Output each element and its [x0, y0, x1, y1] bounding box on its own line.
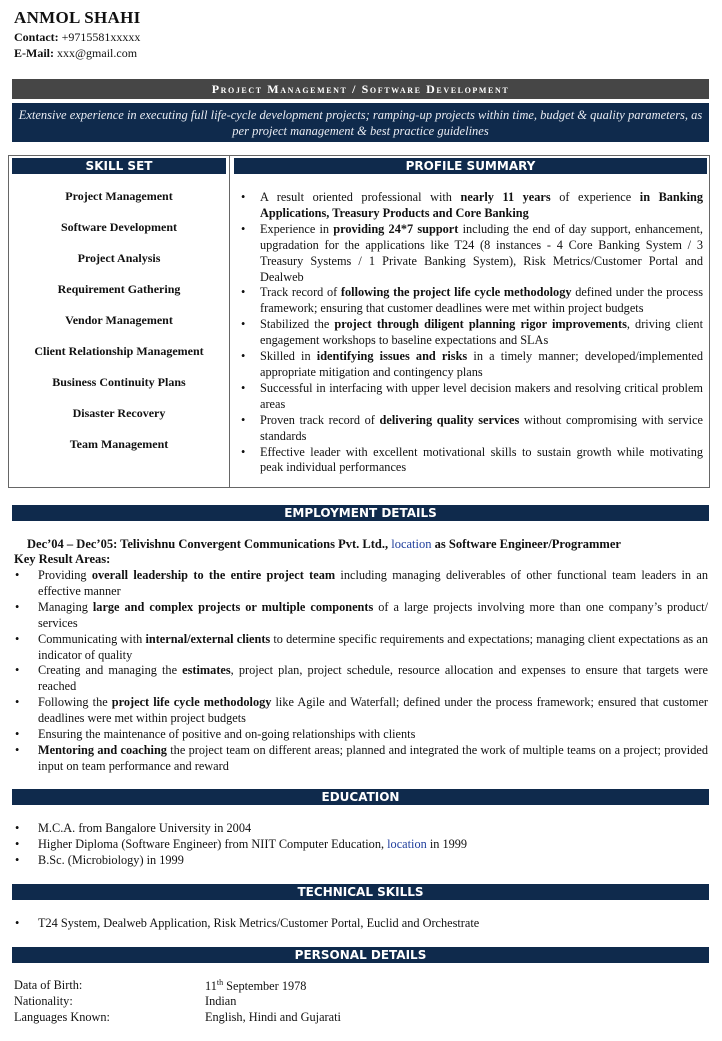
personal-details-heading: PERSONAL DETAILS	[12, 947, 709, 963]
list-item: • Effective leader with excellent motivational skills to sustain growth while motivating peak individual performances	[237, 445, 703, 477]
employment-heading: EMPLOYMENT DETAILS	[12, 505, 709, 521]
skill-item: Project Analysis	[77, 251, 161, 265]
nationality-value: Indian	[205, 994, 237, 1008]
list-item: • Communicating with internal/external clients to determine specific requirements and expectations; managing client expectations as an indicator of quality	[14, 632, 708, 664]
job-title-line: Dec’04 – Dec’05: Telivishnu Convergent Communications Pvt. Ltd., location as Software Engineer/Programmer	[27, 537, 621, 551]
list-item: • Ensuring the maintenance of positive and on-going relationships with clients	[14, 727, 708, 743]
skill-item: Software Development	[60, 220, 178, 234]
job-location: location	[391, 537, 432, 551]
skills-profile-box	[8, 155, 710, 488]
column-divider	[229, 156, 230, 487]
languages-value: English, Hindi and Gujarati	[205, 1010, 341, 1024]
education-location: location	[387, 836, 427, 851]
list-item: • Experience in providing 24*7 support including the end of day support, enhancement, upgradation for the applications like T24 (8 instances - 4 Core Banking System / 3 Treasury Systems / 1 Private Banking System), Risk Metrics/Customer Portal and Dealweb	[237, 222, 703, 286]
list-item: • B.Sc. (Microbiology) in 1999	[14, 853, 708, 869]
technical-skills-heading: TECHNICAL SKILLS	[12, 884, 709, 900]
employment-list	[14, 568, 708, 775]
list-item: • Skilled in identifying issues and risks in a timely manner; developed/implemented appropriate mitigation and contingency plans	[237, 349, 703, 381]
list-item: • A result oriented professional with nearly 11 years of experience in Banking Applications, Treasury Products and Core Banking	[237, 190, 703, 222]
candidate-name: ANMOL SHAHI	[14, 8, 141, 27]
list-item: • Stabilized the project through diligent planning rigor improvements, driving client engagement workshops to baseline expectations and SLAs	[237, 317, 703, 349]
email-label: E-Mail:	[14, 46, 54, 60]
dob-label: Data of Birth:	[14, 978, 83, 992]
email-line	[14, 46, 137, 61]
list-item: • T24 System, Dealweb Application, Risk Metrics/Customer Portal, Euclid and Orchestrate	[14, 916, 708, 932]
list-item: • Providing overall leadership to the entire project team including managing deliverables of other functional team leaders in an effective manner	[14, 568, 708, 600]
list-item: • Creating and managing the estimates, project plan, project schedule, resource allocation and expenses to ensure that targets were reached	[14, 663, 708, 695]
skill-item: Vendor Management	[65, 313, 173, 327]
contact-value: +9715581xxxxx	[61, 30, 141, 44]
skill-item: Requirement Gathering	[57, 282, 181, 296]
list-item: • Successful in interfacing with upper level decision makers and resolving critical problem areas	[237, 381, 703, 413]
dob-value: 11th September 1978	[205, 978, 307, 994]
email-value: xxx@gmail.com	[57, 46, 138, 60]
languages-label: Languages Known:	[14, 1010, 110, 1024]
profile-summary-list	[237, 190, 703, 476]
skill-set-heading: SKILL SET	[12, 158, 226, 174]
nationality-label: Nationality:	[14, 994, 73, 1008]
profile-summary-heading: PROFILE SUMMARY	[234, 158, 707, 174]
skill-item: Disaster Recovery	[72, 406, 166, 420]
skill-item: Project Management	[65, 189, 173, 203]
skill-item: Team Management	[69, 437, 169, 451]
education-list	[14, 821, 708, 869]
kra-label: Key Result Areas:	[14, 552, 111, 566]
contact-line	[14, 30, 140, 45]
list-item: • Managing large and complex projects or multiple components of a large projects involving more than one company’s product/ services	[14, 600, 708, 632]
education-heading: EDUCATION	[12, 789, 709, 805]
skill-item: Business Continuity Plans	[52, 375, 186, 389]
list-item: • Following the project life cycle methodology like Agile and Waterfall; defined under the process framework; ensured that customer deadlines were met within project budgets	[14, 695, 708, 727]
list-item: • M.C.A. from Bangalore University in 2004	[14, 821, 708, 837]
list-item: • Track record of following the project life cycle methodology defined under the process framework; ensuring that customer deadlines were met within project budgets	[237, 285, 703, 317]
list-item: • Proven track record of delivering quality services without compromising with service standards	[237, 413, 703, 445]
list-item: • Mentoring and coaching the project team on different areas; planned and integrated the work of multiple teams on a project; provided input on team performance and reward	[14, 743, 708, 775]
skill-item: Client Relationship Management	[34, 344, 204, 358]
list-item: • Higher Diploma (Software Engineer) from NIIT Computer Education, location in 1999	[14, 837, 708, 853]
contact-label: Contact:	[14, 30, 59, 44]
objective-band: Extensive experience in executing full life-cycle development projects; ramping-up projects within time, budget & quality parameters, as per project management & best practice guidelines	[12, 103, 709, 142]
role-title-band: Project Management / Software Development	[12, 79, 709, 99]
technical-skills-list	[14, 916, 708, 932]
